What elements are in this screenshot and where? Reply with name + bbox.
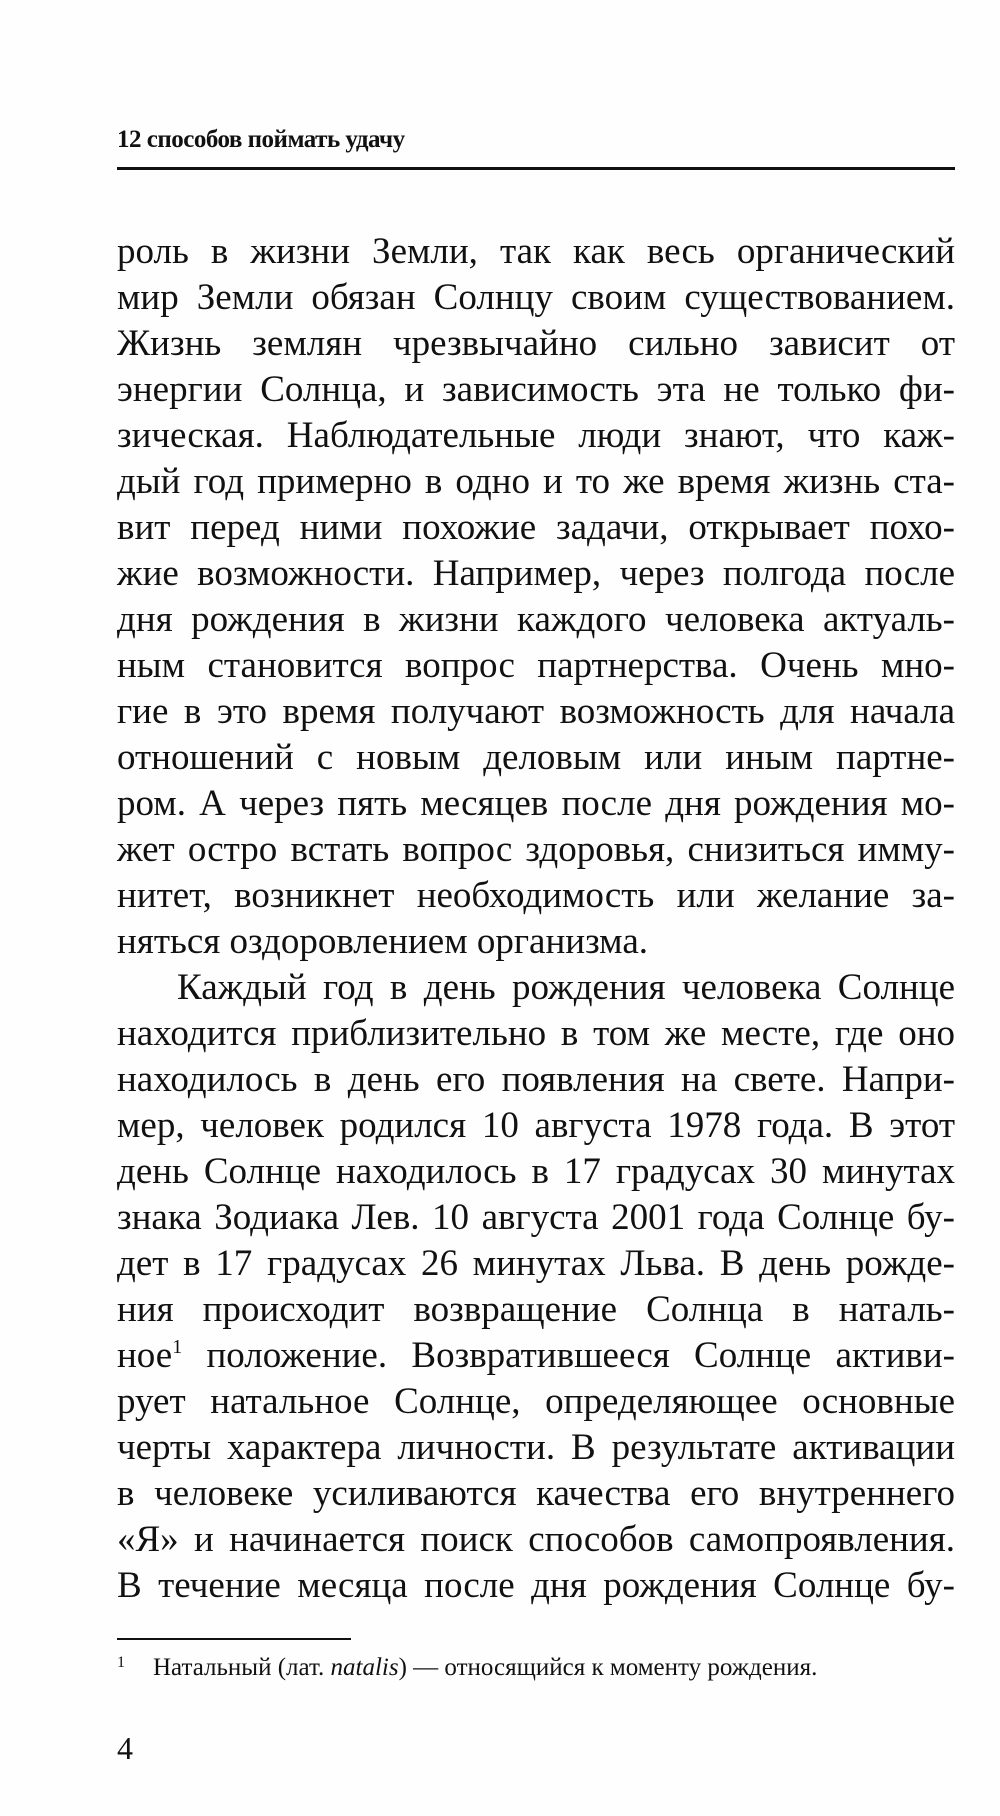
text-line-content: Каждый год в день рождения человека Солнце — [177, 967, 955, 1008]
text-line — [117, 1057, 955, 1103]
text-line-content: черты характера личности. В результате активации — [117, 1427, 955, 1468]
text-line — [117, 1195, 955, 1241]
text-line — [117, 1103, 955, 1149]
text-line — [117, 1425, 955, 1471]
text-line-content: находилось в день его появления на свете. Напри- — [117, 1059, 955, 1100]
text-line-content: в человеке усиливаются качества его внутреннего — [117, 1473, 955, 1514]
text-line — [117, 1333, 955, 1379]
text-line — [117, 505, 955, 551]
footnote-rule — [117, 1638, 351, 1640]
text-line — [117, 1379, 955, 1425]
text-line-content: находится приблизительно в том же месте, где оно — [117, 1013, 955, 1054]
text-line — [117, 1011, 955, 1057]
text-line-content: знака Зодиака Лев. 10 августа 2001 года Солнце бу- — [117, 1197, 955, 1238]
text-line — [117, 1241, 955, 1287]
text-line — [117, 1471, 955, 1517]
text-line-content: отношений с новым деловым или иным партне- — [117, 737, 955, 778]
text-line-content: Жизнь землян чрезвычайно сильно зависит от — [117, 323, 955, 364]
text-line-content: «Я» и начинается поиск способов самопроявления. — [117, 1519, 955, 1560]
text-line — [117, 827, 955, 873]
text-line-content: зическая. Наблюдательные люди знают, что каж- — [117, 415, 955, 456]
text-line — [117, 459, 955, 505]
text-line-content: вит перед ними похожие задачи, открывает похо- — [117, 507, 955, 548]
text-line — [117, 1563, 955, 1609]
text-line-content: ное — [117, 1335, 173, 1376]
footnote-latin-term: natalis — [330, 1654, 399, 1681]
footnote-text: Натальный (лат. — [153, 1654, 331, 1681]
footnote-number: 1 — [117, 1654, 125, 1671]
text-line-content: мир Земли обязан Солнцу своим существованием. — [117, 277, 955, 318]
text-line — [117, 643, 955, 689]
text-line — [117, 551, 955, 597]
running-header: 12 способов поймать удачу — [117, 126, 405, 153]
text-line — [117, 597, 955, 643]
text-line-content: жет остро встать вопрос здоровья, снизиться имму- — [117, 829, 955, 870]
text-line-content: энергии Солнца, и зависимость эта не только фи- — [117, 369, 955, 410]
text-line — [117, 1287, 955, 1333]
text-line-content: В течение месяца после дня рождения Солнце бу- — [117, 1565, 955, 1606]
text-line-content: мер, человек родился 10 августа 1978 года. В этот — [117, 1105, 955, 1146]
text-line — [117, 321, 955, 367]
text-line — [117, 229, 955, 275]
text-line — [117, 689, 955, 735]
header-rule — [117, 167, 955, 170]
text-line-content: дня рождения в жизни каждого человека актуаль- — [117, 599, 955, 640]
text-line — [117, 367, 955, 413]
text-line-content: рует натальное Солнце, определяющее основные — [117, 1381, 955, 1422]
text-line-content: ния происходит возвращение Солнца в наталь- — [117, 1289, 955, 1330]
text-line-content: нитет, возникнет необходимость или желание за- — [117, 875, 955, 916]
text-line-content: гие в это время получают возможность для начала — [117, 691, 955, 732]
text-line-content: дый год примерно в одно и то же время жизнь ста- — [117, 461, 955, 502]
text-line-content: ром. А через пять месяцев после дня рождения мо- — [117, 783, 955, 824]
text-line — [117, 275, 955, 321]
text-line — [117, 919, 955, 965]
text-line-content: дет в 17 градусах 26 минутах Льва. В день рожде- — [117, 1243, 955, 1284]
body-text — [117, 229, 955, 1609]
text-line — [117, 735, 955, 781]
footnote — [117, 1647, 817, 1684]
page-number: 4 — [117, 1730, 133, 1766]
text-line-content: няться оздоровлением организма. — [117, 921, 649, 962]
text-line — [117, 873, 955, 919]
text-line — [117, 413, 955, 459]
text-line — [117, 1517, 955, 1563]
text-line — [117, 965, 955, 1011]
text-line — [117, 781, 955, 827]
footnote-reference: 1 — [172, 1336, 183, 1358]
text-line-content: роль в жизни Земли, так как весь органический — [117, 231, 955, 272]
text-line-content: жие возможности. Например, через полгода после — [117, 553, 955, 594]
text-line-content: ным становится вопрос партнерства. Очень мно- — [117, 645, 955, 686]
text-line — [117, 1149, 955, 1195]
text-line-content: день Солнце находилось в 17 градусах 30 минутах — [117, 1151, 955, 1192]
text-line-content: положение. Возвратившееся Солнце активи- — [182, 1335, 955, 1376]
footnote-text-end: ) — относящийся к моменту рождения. — [398, 1654, 818, 1681]
